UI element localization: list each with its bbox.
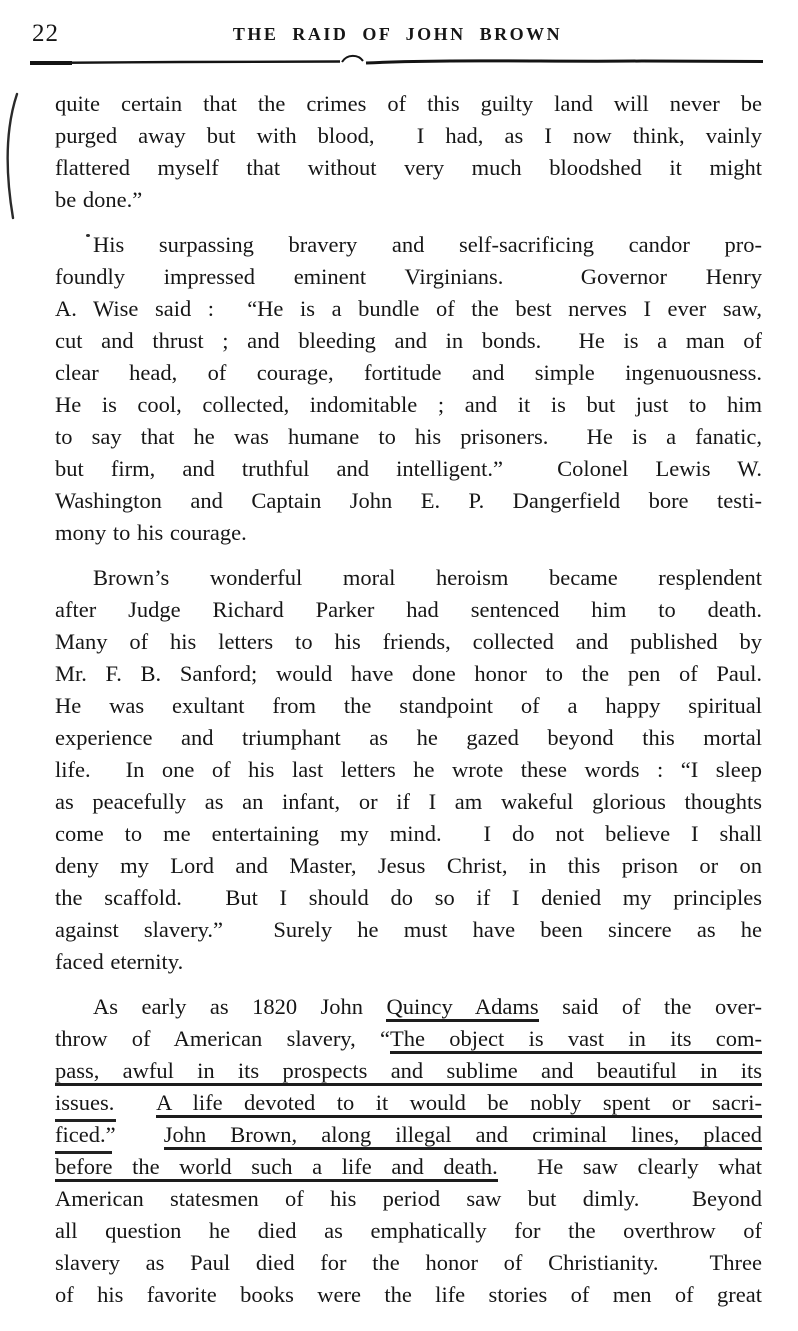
pencil-underlined-text: pass, awful in its prospects and sublime and beautiful in its <box>55 1058 762 1086</box>
text-line <box>55 1247 762 1279</box>
text-line <box>55 1151 762 1183</box>
text-segment: after Judge Richard Parker had sentenced him to death. <box>55 597 762 622</box>
text-line <box>55 120 762 152</box>
paragraph <box>55 229 762 549</box>
text-line <box>55 453 762 485</box>
text-segment: experience and triumphant as he gazed beyond this mortal <box>55 725 762 750</box>
text-segment: quite certain that the crimes of this guilty land will never be <box>55 91 762 116</box>
text-line <box>55 946 762 978</box>
paragraph <box>55 991 762 1311</box>
text-segment: Mr. F. B. Sanford; would have done honor to the pen of Paul. <box>55 661 762 686</box>
pencil-overlined-text: ficed.” <box>55 1119 116 1147</box>
text-line <box>55 88 762 120</box>
text-line <box>55 517 762 549</box>
text-line <box>55 229 762 261</box>
text-segment: cut and thrust ; and bleeding and in bonds. He is a man of <box>55 328 762 353</box>
text-segment: be done.” <box>55 187 143 212</box>
text-line <box>55 1023 762 1055</box>
text-line <box>55 421 762 453</box>
text-segment: life. In one of his last letters he wrote these words : “I sleep <box>55 757 762 782</box>
pencil-underlined-text: John Brown, along illegal and criminal lines, placed <box>164 1122 762 1150</box>
paragraph <box>55 88 762 216</box>
text-line <box>55 152 762 184</box>
text-segment: slavery as Paul died for the honor of Christianity. Three <box>55 1250 762 1275</box>
running-title: THE RAID OF JOHN BROWN <box>232 24 563 44</box>
text-segment: Brown’s wonderful moral heroism became resplendent <box>93 565 762 590</box>
page-number: 22 <box>32 20 59 47</box>
text-line <box>55 184 762 216</box>
text-line <box>55 562 762 594</box>
text-segment: faced eternity. <box>55 949 184 974</box>
text-segment: foundly impressed eminent Virginians. Governor Henry <box>55 264 762 289</box>
text-segment: He saw clearly what <box>497 1154 763 1179</box>
pencil-underlined-text: The object is vast in its com- <box>390 1026 762 1054</box>
text-line <box>55 389 762 421</box>
text-segment: He was exultant from the standpoint of a happy spiritual <box>55 693 762 718</box>
pencil-underlined-text: before <box>55 1151 112 1182</box>
text-segment: His surpassing bravery and self-sacrificing candor pro- <box>93 232 762 257</box>
text-segment: deny my Lord and Master, Jesus Christ, in this prison or on <box>55 853 762 878</box>
margin-pencil-mark <box>2 92 22 222</box>
running-head <box>30 18 765 52</box>
text-line <box>55 485 762 517</box>
text-segment: said of the over- <box>538 994 762 1019</box>
text-line <box>55 991 762 1023</box>
text-segment: flattered myself that without very much bloodshed it might <box>55 155 762 180</box>
text-line <box>55 722 762 754</box>
text-line <box>55 1055 762 1087</box>
text-segment: of his favorite books were the life stories of men of great <box>55 1282 762 1307</box>
text-line <box>55 1279 762 1311</box>
pencil-underlined-text: Quincy Adams <box>386 994 538 1022</box>
text-line <box>55 786 762 818</box>
text-segment: all question he died as emphatically for the overthrow of <box>55 1218 762 1243</box>
text-segment: issues. <box>55 1090 157 1115</box>
text-segment: mony to his courage. <box>55 520 247 545</box>
text-line <box>55 690 762 722</box>
header-rule <box>30 54 765 68</box>
text-segment: clear head, of courage, fortitude and simple ingenuousness. <box>55 360 762 385</box>
text-segment: American statesmen of his period saw but dimly. Beyond <box>55 1186 762 1211</box>
text-line <box>55 1183 762 1215</box>
text-segment: Many of his letters to his friends, collected and published by <box>55 629 762 654</box>
text-line <box>55 293 762 325</box>
pencil-underlined-text: the world such a life and death. <box>112 1154 497 1182</box>
text-segment: A. Wise said : “He is a bundle of the best nerves I ever saw, <box>55 296 762 321</box>
text-line <box>55 325 762 357</box>
text-line <box>55 357 762 389</box>
text-block <box>55 88 762 1311</box>
paragraph <box>55 562 762 978</box>
text-segment: as peacefully as an infant, or if I am wakeful glorious thoughts <box>55 789 762 814</box>
text-segment: come to me entertaining my mind. I do not believe I shall <box>55 821 762 846</box>
text-line <box>55 594 762 626</box>
text-segment: to say that he was humane to his prisoners. He is a fanatic, <box>55 424 762 449</box>
text-line <box>55 1087 762 1119</box>
text-segment: but firm, and truthful and intelligent.” Colonel Lewis W. <box>55 456 762 481</box>
text-line <box>55 882 762 914</box>
pencil-underlined-text: A life devoted to it would be nobly spent or sacri- <box>156 1090 762 1118</box>
text-line <box>55 626 762 658</box>
text-line <box>55 754 762 786</box>
text-line <box>55 850 762 882</box>
text-line <box>55 261 762 293</box>
text-segment: He is cool, collected, indomitable ; and it is but just to him <box>55 392 762 417</box>
text-segment: against slavery.” Surely he must have been sincere as he <box>55 917 762 942</box>
text-segment: Washington and Captain John E. P. Dangerfield bore testi- <box>55 488 762 513</box>
text-segment: As early as 1820 John <box>93 994 387 1019</box>
text-segment: throw of American slavery, “ <box>55 1026 391 1051</box>
text-line <box>55 658 762 690</box>
text-line <box>55 818 762 850</box>
text-segment: the scaffold. But I should do so if I denied my principles <box>55 885 762 910</box>
text-line <box>55 914 762 946</box>
text-segment: purged away but with blood, I had, as I now think, vainly <box>55 123 762 148</box>
text-line <box>55 1215 762 1247</box>
text-line <box>55 1119 762 1151</box>
text-segment <box>116 1122 164 1147</box>
